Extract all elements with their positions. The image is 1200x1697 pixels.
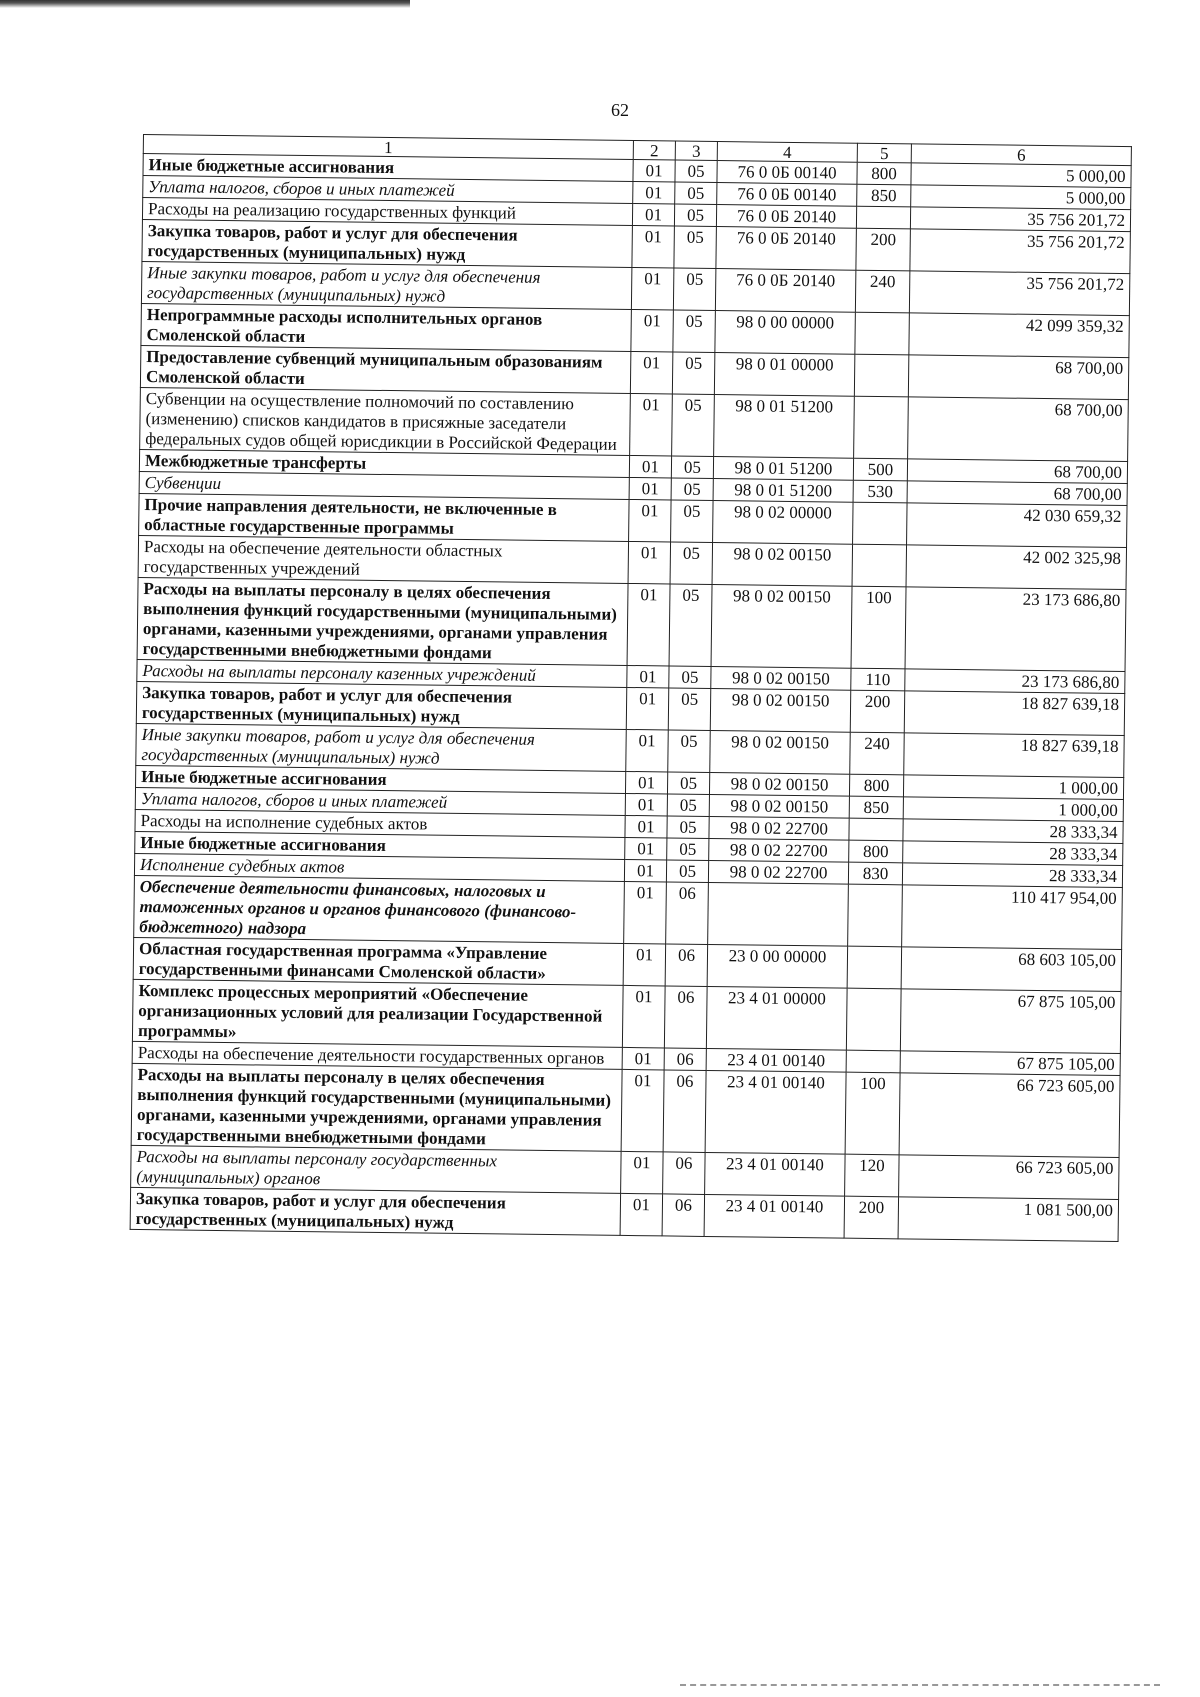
cell-name: Уплата налогов, сборов и иных платежей	[135, 787, 625, 815]
cell-ss: 06	[662, 1194, 705, 1237]
cell-sum: 5 000,00	[911, 163, 1131, 188]
cell-name: Закупка товаров, работ и услуг для обеспечения государственных (муниципальных) нужд	[136, 681, 626, 729]
cell-s: 01	[628, 541, 671, 584]
cell-ss: 05	[672, 352, 715, 395]
cell-name: Расходы на выплаты персоналу государственных (муниципальных) органов	[131, 1145, 621, 1193]
cell-csr	[708, 882, 849, 946]
cell-name: Расходы на выплаты персоналу казенных учреждений	[137, 659, 627, 687]
cell-csr: 98 0 02 00150	[710, 730, 851, 774]
cell-ss: 05	[667, 816, 709, 839]
cell-ss: 06	[666, 882, 709, 945]
cell-vr: 830	[848, 862, 902, 885]
cell-sum: 66 723 605,00	[899, 1155, 1119, 1200]
cell-vr: 850	[849, 796, 903, 819]
cell-name: Расходы на исполнение судебных актов	[135, 809, 625, 837]
cell-csr: 23 4 01 00140	[705, 1070, 846, 1154]
cell-sum: 68 603 105,00	[901, 947, 1121, 992]
cell-csr: 23 4 01 00140	[704, 1194, 845, 1238]
cell-vr	[846, 1050, 900, 1073]
cell-sum: 42 030 659,32	[907, 503, 1127, 548]
cell-name: Расходы на выплаты персоналу в целях обеспечения выполнения функций государственными (муниципальными) органами, казенными учреждениями, органами управления государственными внебюджетными фондами	[131, 1063, 622, 1151]
cell-sum: 67 875 105,00	[900, 1051, 1120, 1076]
cell-s: 01	[626, 729, 669, 772]
cell-s: 01	[632, 225, 675, 268]
cell-name: Обеспечение деятельности финансовых, налоговых и таможенных органов и органов финансового (финансово-бюджетного) надзора	[134, 875, 625, 943]
cell-vr	[854, 354, 909, 397]
cell-ss: 05	[674, 204, 716, 227]
page-number: 62	[611, 100, 629, 120]
cell-s: 01	[626, 687, 669, 730]
header-col-5: 5	[857, 143, 911, 163]
cell-s: 01	[624, 881, 667, 944]
cell-ss: 05	[673, 268, 716, 311]
table-row	[134, 875, 1123, 949]
cell-vr: 800	[857, 162, 911, 185]
cell-s: 01	[621, 1069, 664, 1152]
cell-csr: 98 0 02 00150	[711, 666, 851, 690]
header-col-6: 6	[911, 144, 1131, 166]
cell-sum: 68 700,00	[908, 397, 1129, 462]
cell-name: Расходы на выплаты персоналу в целях обеспечения выполнения функций государственными (муниципальными) органами, казенными учреждениями, органами управления государственными внебюджетными фондами	[137, 577, 628, 665]
cell-s: 01	[625, 815, 667, 838]
cell-s: 01	[622, 985, 665, 1048]
cell-vr	[848, 884, 903, 947]
cell-csr: 23 4 01 00000	[706, 986, 847, 1050]
cell-s: 01	[632, 203, 674, 226]
cell-sum: 18 827 639,18	[904, 691, 1124, 736]
cell-sum: 35 756 201,72	[909, 271, 1129, 316]
cell-s: 01	[629, 477, 671, 500]
cell-vr	[847, 946, 902, 989]
cell-ss: 06	[664, 986, 707, 1049]
cell-ss: 05	[668, 730, 711, 773]
cell-vr: 530	[853, 480, 907, 503]
cell-vr: 800	[849, 774, 903, 797]
cell-sum: 18 827 639,18	[904, 733, 1124, 778]
cell-sum: 23 173 686,80	[905, 587, 1126, 672]
cell-ss: 05	[675, 182, 717, 205]
cell-ss: 05	[666, 860, 708, 883]
cell-sum: 1 000,00	[903, 775, 1123, 800]
cell-sum: 66 723 605,00	[899, 1073, 1120, 1158]
cell-ss: 05	[667, 794, 709, 817]
cell-sum: 23 173 686,80	[905, 669, 1125, 694]
cell-s: 01	[629, 499, 672, 542]
cell-ss: 05	[667, 772, 709, 795]
table-row	[131, 1063, 1120, 1157]
cell-s: 01	[623, 943, 666, 986]
cell-csr: 76 0 0Б 00140	[717, 183, 857, 207]
cell-ss: 06	[663, 1070, 706, 1153]
cell-vr	[855, 312, 910, 355]
header-col-3: 3	[675, 141, 717, 161]
cell-name: Областная государственная программа «Управление государственными финансами Смоленской области»	[133, 937, 623, 985]
cell-s: 01	[627, 665, 669, 688]
cell-csr: 98 0 01 51200	[713, 478, 853, 502]
cell-sum: 5 000,00	[911, 185, 1131, 210]
cell-ss: 06	[665, 944, 708, 987]
cell-name: Субвенции	[139, 471, 629, 499]
table-row	[140, 387, 1129, 461]
cell-csr: 98 0 01 51200	[714, 394, 855, 458]
budget-table	[130, 134, 1132, 1242]
header-col-2: 2	[633, 140, 675, 160]
cell-name: Иные закупки товаров, работ и услуг для обеспечения государственных (муниципальных) нужд	[136, 723, 626, 771]
cell-csr: 76 0 0Б 00140	[717, 161, 857, 185]
cell-name: Исполнение судебных актов	[134, 853, 624, 881]
cell-csr: 23 4 01 00140	[706, 1048, 846, 1072]
cell-name: Иные бюджетные ассигнования	[143, 154, 633, 182]
cell-vr: 240	[855, 270, 910, 313]
cell-sum: 1 081 500,00	[898, 1197, 1118, 1242]
cell-name: Межбюджетные трансферты	[139, 449, 629, 477]
cell-csr: 98 0 02 22700	[708, 860, 848, 884]
cell-s: 01	[630, 351, 673, 394]
scan-bottom-marks	[680, 1684, 1160, 1692]
cell-ss: 05	[668, 688, 711, 731]
cell-s: 01	[631, 267, 674, 310]
cell-name: Комплекс процессных мероприятий «Обеспечение организационных условий для реализации Государственной программы»	[132, 979, 623, 1047]
cell-ss: 05	[669, 666, 711, 689]
cell-csr: 98 0 02 00150	[712, 542, 853, 586]
cell-vr: 500	[853, 458, 907, 481]
cell-vr	[854, 396, 909, 459]
cell-name: Закупка товаров, работ и услуг для обеспечения государственных (муниципальных) нужд	[142, 219, 632, 267]
cell-csr: 98 0 01 00000	[714, 353, 855, 397]
cell-vr: 850	[857, 184, 911, 207]
cell-csr: 23 4 01 00140	[705, 1152, 846, 1196]
cell-name: Иные закупки товаров, работ и услуг для обеспечения государственных (муниципальных) нужд	[141, 261, 631, 309]
cell-sum: 68 700,00	[907, 459, 1127, 484]
cell-ss: 05	[674, 226, 717, 269]
cell-sum: 67 875 105,00	[900, 989, 1121, 1054]
cell-name: Уплата налогов, сборов и иных платежей	[143, 176, 633, 204]
cell-sum: 28 333,34	[903, 841, 1123, 866]
cell-ss: 05	[671, 456, 713, 479]
cell-vr: 200	[844, 1196, 899, 1239]
cell-name: Расходы на реализацию государственных функций	[142, 198, 632, 226]
cell-name: Иные бюджетные ассигнования	[135, 831, 625, 859]
cell-s: 01	[630, 393, 673, 456]
header-col-1: 1	[143, 135, 633, 160]
cell-vr: 200	[856, 228, 911, 271]
cell-name: Расходы на обеспечение деятельности государственных органов	[132, 1041, 622, 1069]
cell-name: Закупка товаров, работ и услуг для обеспечения государственных (муниципальных) нужд	[130, 1187, 620, 1235]
cell-sum: 42 002 325,98	[906, 545, 1126, 590]
table-row	[137, 577, 1126, 671]
cell-csr: 76 0 0Б 20140	[716, 227, 857, 271]
cell-csr: 98 0 02 00150	[710, 688, 851, 732]
cell-sum: 28 333,34	[902, 863, 1122, 888]
cell-vr: 100	[851, 586, 906, 669]
cell-s: 01	[633, 181, 675, 204]
cell-vr: 240	[850, 732, 905, 775]
cell-s: 01	[629, 455, 671, 478]
cell-sum: 28 333,34	[903, 819, 1123, 844]
cell-sum: 35 756 201,72	[910, 229, 1130, 274]
cell-vr: 120	[845, 1154, 900, 1197]
cell-s: 01	[631, 309, 674, 352]
cell-sum: 68 700,00	[908, 355, 1128, 400]
cell-sum: 35 756 201,72	[910, 207, 1130, 232]
cell-csr: 98 0 00 00000	[715, 311, 856, 355]
cell-ss: 06	[663, 1152, 706, 1195]
cell-sum: 68 700,00	[907, 481, 1127, 506]
cell-csr: 98 0 01 51200	[713, 456, 853, 480]
cell-ss: 05	[669, 584, 712, 667]
cell-ss: 05	[671, 500, 714, 543]
cell-name: Иные бюджетные ассигнования	[136, 765, 626, 793]
cell-vr	[846, 988, 901, 1051]
cell-ss: 05	[671, 478, 713, 501]
cell-csr: 98 0 02 00150	[709, 794, 849, 818]
cell-ss: 05	[672, 394, 715, 457]
scan-edge-mark	[0, 0, 410, 8]
cell-vr	[853, 502, 908, 545]
header-col-4: 4	[717, 142, 857, 163]
cell-csr: 76 0 0Б 20140	[716, 205, 856, 229]
cell-csr: 98 0 02 00000	[713, 500, 854, 544]
cell-ss: 06	[664, 1048, 706, 1071]
cell-csr: 98 0 02 22700	[709, 838, 849, 862]
cell-csr: 76 0 0Б 20140	[715, 269, 856, 313]
cell-name: Предоставление субвенций муниципальным образованиям Смоленской области	[140, 345, 630, 393]
cell-s: 01	[627, 583, 670, 666]
cell-vr	[852, 544, 907, 587]
cell-csr: 23 0 00 00000	[707, 944, 848, 988]
cell-vr	[856, 206, 910, 229]
cell-vr: 100	[845, 1072, 900, 1155]
cell-csr: 98 0 02 00150	[709, 772, 849, 796]
budget-table-body	[130, 135, 1131, 1242]
cell-s: 01	[621, 1151, 664, 1194]
cell-ss: 05	[675, 160, 717, 183]
cell-sum: 1 000,00	[903, 797, 1123, 822]
cell-ss: 05	[673, 310, 716, 353]
cell-s: 01	[622, 1047, 664, 1070]
cell-s: 01	[633, 159, 675, 182]
cell-sum: 110 417 954,00	[902, 885, 1123, 950]
cell-name: Прочие направления деятельности, не включенные в областные государственные программы	[139, 493, 629, 541]
cell-name: Субвенции на осуществление полномочий по составлению (изменению) списков кандидатов в присяжные заседатели федеральных судов общей юрисдикции в Российской Федерации	[140, 387, 631, 455]
cell-vr: 800	[849, 840, 903, 863]
cell-s: 01	[625, 793, 667, 816]
cell-vr: 200	[850, 690, 905, 733]
cell-csr: 98 0 02 22700	[709, 816, 849, 840]
cell-s: 01	[625, 771, 667, 794]
cell-s: 01	[620, 1193, 663, 1236]
cell-s: 01	[625, 837, 667, 860]
cell-ss: 05	[667, 838, 709, 861]
cell-name: Непрограммные расходы исполнительных органов Смоленской области	[141, 303, 631, 351]
cell-ss: 05	[670, 542, 713, 585]
cell-vr: 110	[851, 668, 905, 691]
cell-name: Расходы на обеспечение деятельности областных государственных учреждений	[138, 535, 628, 583]
cell-sum: 42 099 359,32	[909, 313, 1129, 358]
cell-csr: 98 0 02 00150	[711, 584, 852, 668]
cell-vr	[849, 818, 903, 841]
cell-s: 01	[624, 859, 666, 882]
